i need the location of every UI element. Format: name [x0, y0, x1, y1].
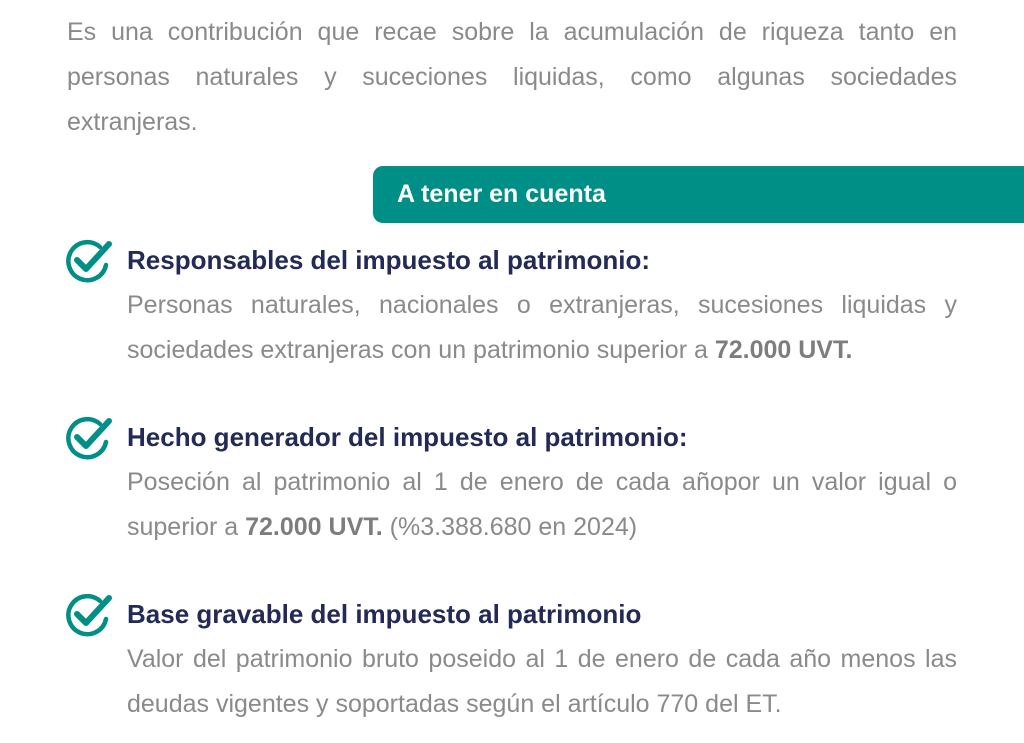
item-body-highlight: 72.000 UVT.: [714, 336, 853, 364]
check-circle-icon: [64, 238, 114, 284]
item-body-suffix: (%3.388.680 en 2024): [382, 513, 638, 541]
item-body: [127, 637, 957, 727]
banner-label: A tener en cuenta: [397, 180, 606, 208]
item-body-highlight: 72.000 UVT.: [245, 513, 383, 541]
item-body-text: Poseción al patrimonio al 1 de enero de cada añopor un valor igual o superior a: [127, 468, 957, 541]
item-body: [127, 283, 957, 373]
item-title: Base gravable del impuesto al patrimonio: [127, 599, 642, 629]
check-circle-icon: [64, 592, 114, 638]
item-title: Hecho generador del impuesto al patrimonio:: [127, 422, 688, 452]
section-banner: [373, 166, 1024, 223]
intro-paragraph: Es una contribución que recae sobre la acumulación de riqueza tanto en personas naturales y suceciones liquidas, como algunas sociedades extranjeras.: [67, 18, 957, 136]
item-body-text: Personas naturales, nacionales o extranjeras, sucesiones liquidas y sociedades extranjeras con un patrimonio superior a: [127, 291, 957, 364]
check-circle-icon: [64, 415, 114, 461]
item-body-text: Valor del patrimonio bruto poseido al 1 de enero de cada año menos las deudas vigentes y soportadas según el artículo 770 del ET.: [127, 645, 957, 718]
item-body: [127, 460, 957, 550]
item-title: Responsables del impuesto al patrimonio:: [127, 245, 650, 275]
